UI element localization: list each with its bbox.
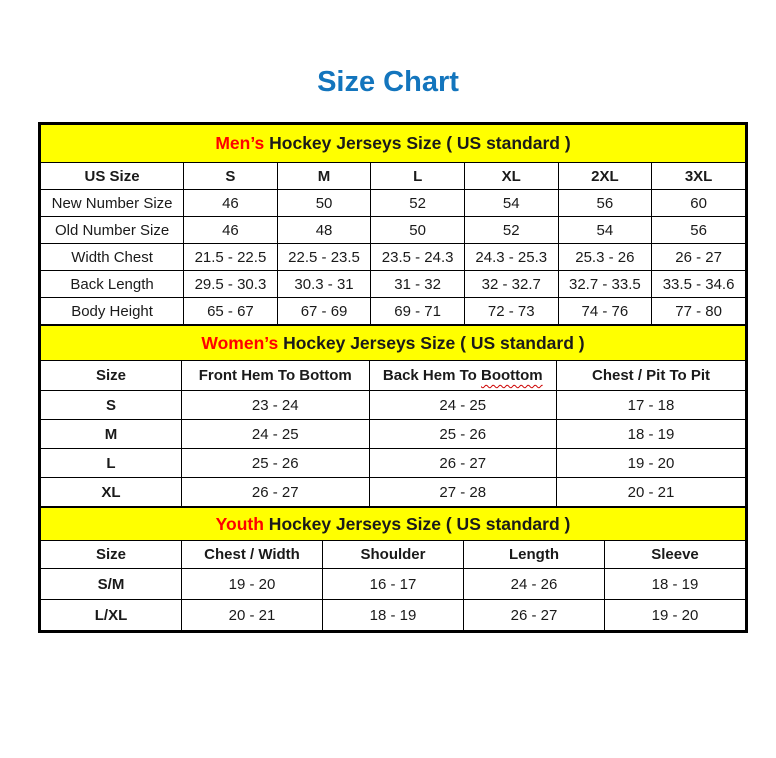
- table-row: [41, 478, 746, 507]
- row-label: Back Length: [41, 271, 184, 298]
- header-cell: Size: [41, 541, 182, 569]
- table-row: [41, 391, 746, 420]
- row-label: Body Height: [41, 298, 184, 325]
- size-chart: [38, 122, 748, 633]
- youth-section-title: [41, 508, 746, 541]
- data-cell: 46: [184, 217, 278, 244]
- row-label: L: [41, 449, 182, 478]
- mens-size-table: [40, 124, 746, 325]
- header-cell-prefix: Back Hem To: [382, 367, 481, 384]
- data-cell: 16 - 17: [323, 569, 464, 600]
- header-cell: XL: [464, 163, 558, 190]
- data-cell: 25 - 26: [369, 420, 557, 449]
- row-label: S: [41, 391, 182, 420]
- header-cell-misspelled: [369, 361, 557, 391]
- data-cell: 18 - 19: [605, 569, 746, 600]
- header-cell: L: [371, 163, 465, 190]
- womens-section-title-rest: Hockey Jerseys Size ( US standard ): [278, 332, 585, 353]
- data-cell: 72 - 73: [464, 298, 558, 325]
- data-cell: 19 - 20: [557, 449, 746, 478]
- header-cell: Shoulder: [323, 541, 464, 569]
- data-cell: 19 - 20: [605, 600, 746, 631]
- data-cell: 22.5 - 23.5: [277, 244, 371, 271]
- table-row: [41, 569, 746, 600]
- page-title: Size Chart: [317, 66, 459, 98]
- header-cell-misspelled-word: Boottom: [480, 367, 543, 384]
- youth-size-table: [40, 507, 746, 631]
- data-cell: 24 - 26: [464, 569, 605, 600]
- youth-section-title-highlight: Youth: [215, 513, 264, 534]
- data-cell: 26 - 27: [652, 244, 746, 271]
- data-cell: 30.3 - 31: [277, 271, 371, 298]
- data-cell: 25 - 26: [182, 449, 370, 478]
- row-label: Old Number Size: [41, 217, 184, 244]
- data-cell: 19 - 20: [182, 569, 323, 600]
- table-row: [41, 190, 746, 217]
- header-cell: 2XL: [558, 163, 652, 190]
- data-cell: 21.5 - 22.5: [184, 244, 278, 271]
- data-cell: 26 - 27: [369, 449, 557, 478]
- row-label: M: [41, 420, 182, 449]
- data-cell: 26 - 27: [182, 478, 370, 507]
- table-row: [41, 449, 746, 478]
- youth-section-band: [41, 508, 746, 541]
- youth-section-title-rest: Hockey Jerseys Size ( US standard ): [263, 513, 571, 534]
- data-cell: 18 - 19: [557, 420, 746, 449]
- mens-section-band: [41, 125, 746, 163]
- mens-section-title-rest: Hockey Jerseys Size ( US standard ): [264, 133, 571, 153]
- data-cell: 48: [277, 217, 371, 244]
- header-cell: Sleeve: [605, 541, 746, 569]
- row-label: Width Chest: [41, 244, 184, 271]
- womens-section-title-highlight: Women’s: [201, 332, 279, 353]
- data-cell: 24 - 25: [369, 391, 557, 420]
- mens-section-title: [41, 125, 746, 163]
- data-cell: 56: [558, 190, 652, 217]
- data-cell: 69 - 71: [371, 298, 465, 325]
- header-cell: Chest / Pit To Pit: [557, 361, 746, 391]
- row-label: S/M: [41, 569, 182, 600]
- row-label: XL: [41, 478, 182, 507]
- row-label: L/XL: [41, 600, 182, 631]
- table-row: [41, 298, 746, 325]
- data-cell: 20 - 21: [557, 478, 746, 507]
- mens-header-row: [41, 163, 746, 190]
- header-cell: Chest / Width: [182, 541, 323, 569]
- table-row: [41, 217, 746, 244]
- table-row: [41, 600, 746, 631]
- data-cell: 52: [464, 217, 558, 244]
- data-cell: 32.7 - 33.5: [558, 271, 652, 298]
- data-cell: 33.5 - 34.6: [652, 271, 746, 298]
- data-cell: 23 - 24: [182, 391, 370, 420]
- table-row: [41, 271, 746, 298]
- data-cell: 24 - 25: [182, 420, 370, 449]
- mens-section-title-highlight: Men’s: [215, 133, 265, 153]
- data-cell: 50: [371, 217, 465, 244]
- table-row: [41, 420, 746, 449]
- data-cell: 74 - 76: [558, 298, 652, 325]
- header-cell: Front Hem To Bottom: [182, 361, 370, 391]
- header-cell: 3XL: [652, 163, 746, 190]
- data-cell: 52: [371, 190, 465, 217]
- data-cell: 31 - 32: [371, 271, 465, 298]
- womens-section-band: [41, 326, 746, 361]
- row-label: New Number Size: [41, 190, 184, 217]
- data-cell: 27 - 28: [369, 478, 557, 507]
- data-cell: 17 - 18: [557, 391, 746, 420]
- data-cell: 25.3 - 26: [558, 244, 652, 271]
- data-cell: 54: [464, 190, 558, 217]
- header-cell: S: [184, 163, 278, 190]
- youth-header-row: [41, 541, 746, 569]
- header-cell: Length: [464, 541, 605, 569]
- data-cell: 23.5 - 24.3: [371, 244, 465, 271]
- data-cell: 50: [277, 190, 371, 217]
- header-cell: M: [277, 163, 371, 190]
- header-cell: US Size: [41, 163, 184, 190]
- data-cell: 20 - 21: [182, 600, 323, 631]
- womens-size-table: [40, 325, 746, 507]
- data-cell: 26 - 27: [464, 600, 605, 631]
- header-cell: Size: [41, 361, 182, 391]
- data-cell: 18 - 19: [323, 600, 464, 631]
- data-cell: 77 - 80: [652, 298, 746, 325]
- data-cell: 60: [652, 190, 746, 217]
- data-cell: 67 - 69: [277, 298, 371, 325]
- data-cell: 46: [184, 190, 278, 217]
- data-cell: 29.5 - 30.3: [184, 271, 278, 298]
- data-cell: 65 - 67: [184, 298, 278, 325]
- table-row: [41, 244, 746, 271]
- womens-header-row: [41, 361, 746, 391]
- data-cell: 56: [652, 217, 746, 244]
- data-cell: 32 - 32.7: [464, 271, 558, 298]
- womens-section-title: [41, 326, 746, 361]
- data-cell: 54: [558, 217, 652, 244]
- data-cell: 24.3 - 25.3: [464, 244, 558, 271]
